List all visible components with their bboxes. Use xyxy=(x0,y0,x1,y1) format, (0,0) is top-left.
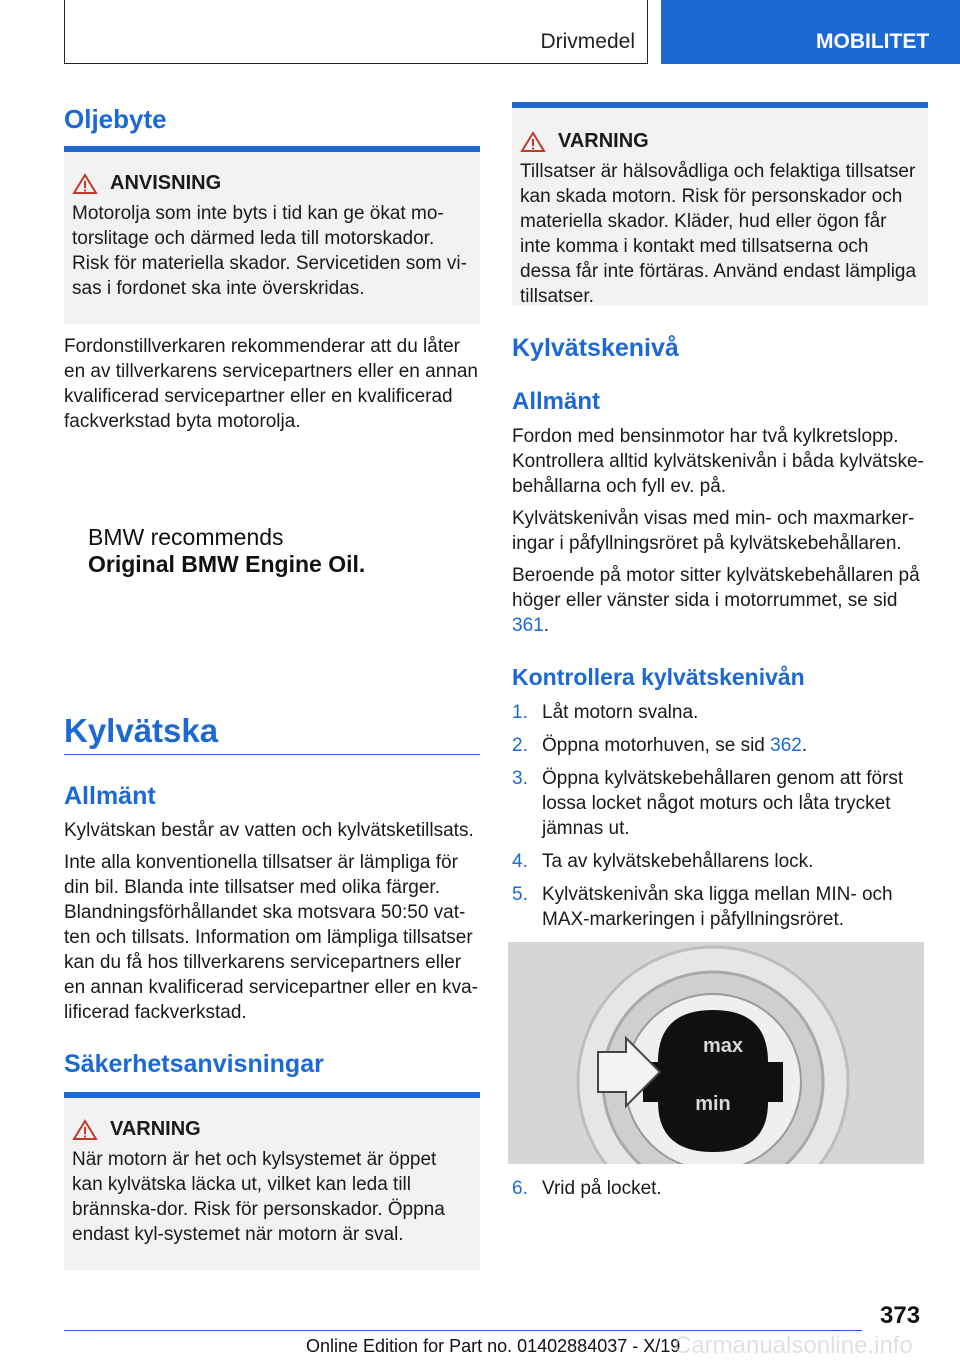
safety-title: Säkerhetsanvisningar xyxy=(64,1050,324,1078)
footer-edition: Online Edition for Part no. 01402884037 - X/19 xyxy=(306,1336,681,1356)
level-p3 xyxy=(512,563,928,638)
coolant-cap-illustration xyxy=(508,942,924,1164)
notice-heading xyxy=(72,172,472,195)
header-tab-label: MOBILITET xyxy=(816,30,930,53)
header-tab-mobilitet[interactable] xyxy=(661,0,960,64)
list-item xyxy=(512,849,928,874)
footer-rule xyxy=(64,1330,862,1331)
coolant-body xyxy=(64,818,480,1032)
step-text: Ta av kylvätskebehållarens lock. xyxy=(542,851,814,872)
warning-triangle-icon xyxy=(72,173,98,195)
check-steps-list xyxy=(512,700,928,940)
page-link-362[interactable]: 362 xyxy=(770,735,802,756)
oil-change-paragraph: Fordonstillverkaren rekommenderar att du låter en av tillverkarens servicepartners eller en annan kvalificerad servicepartner eller en kvalificerad fackverkstad byta motorolja. xyxy=(64,336,478,432)
ad-line-1: BMW recommends xyxy=(88,524,284,550)
safety-warning-text: När motorn är het och kylsystemet är öppet kan kylvätska läcka ut, vilket kan leda till brännska-dor. Risk för personskador. Öppna endast kyl-systemet när motorn är sval. xyxy=(72,1149,445,1245)
check-level-title: Kontrollera kylvätskenivån xyxy=(512,664,805,690)
step-text: Vrid på locket. xyxy=(542,1178,662,1199)
min-label: min xyxy=(695,1093,731,1115)
coolant-p2: Inte alla konventionella tillsatser är lämpliga för din bil. Blanda inte tillsatser med olika färger. Blandningsförhållandet ska motsvara 50:50 vat-ten och tillsats. Information om lämpliga tillsatser kan du få hos tillverkarens servicepartners eller en annan kvalificerad servicepartner eller en kva-lificerad fackverkstad. xyxy=(64,852,478,1023)
step-text: Låt motorn svalna. xyxy=(542,702,699,723)
step-text-part: Öppna motorhuven, se sid xyxy=(542,735,771,756)
level-p3-end: . xyxy=(543,615,549,636)
list-item xyxy=(512,766,928,841)
step-6 xyxy=(512,1176,928,1201)
header-section-box xyxy=(64,0,648,64)
additive-warning-label: VARNING xyxy=(558,130,649,152)
header-section-title: Drivmedel xyxy=(540,30,635,53)
additive-warning-text: Tillsatser är hälsovådliga och felaktiga tillsatser kan skada motorn. Risk för personskador och materiella skador. Kläder, hud eller ögon får inte komma i kontakt med tillsatserna och dessa får inte förtäras. Använd endast lämpliga tillsatser. xyxy=(520,161,917,307)
list-item xyxy=(512,882,928,932)
level-body xyxy=(512,424,928,645)
coolant-title: Kylvätska xyxy=(64,712,219,749)
level-p3-text: Beroende på motor sitter kylvätskebehållaren på höger eller vänster sida i motorrummet, se sid xyxy=(512,565,920,611)
safety-warning-box xyxy=(64,1098,480,1270)
notice-box xyxy=(64,152,480,324)
ad-line-2: Original BMW Engine Oil. xyxy=(88,551,366,577)
watermark-logo: Carmanualsonline.info xyxy=(674,1332,913,1359)
coolant-level-title: Kylvätskenivå xyxy=(512,334,679,362)
page-link-361[interactable]: 361 xyxy=(512,615,544,636)
step-text-end: . xyxy=(801,735,808,756)
list-item xyxy=(512,700,928,725)
oil-change-title: Oljebyte xyxy=(64,104,167,134)
step-number: 5. xyxy=(512,884,528,905)
additive-warning-box xyxy=(512,108,928,306)
step-text: Öppna kylvätskebehållaren genom att först lossa locket något moturs och låta trycket jämnas ut. xyxy=(542,768,904,839)
max-label: max xyxy=(702,1035,744,1057)
additive-warning-heading xyxy=(520,130,920,153)
step-number: 3. xyxy=(512,768,528,789)
coolant-general-title: Allmänt xyxy=(64,782,156,810)
step-text: Kylvätskenivån ska ligga mellan MIN- och MAX-markeringen i påfyllningsröret. xyxy=(542,884,893,930)
level-p1: Fordon med bensinmotor har två kylkretslopp. Kontrollera alltid kylvätskenivån i båda kylvätske-behållarna och fyll ev. på. xyxy=(512,426,924,497)
list-item xyxy=(512,733,928,758)
step-text xyxy=(542,733,807,758)
safety-warning-heading xyxy=(72,1118,472,1141)
notice-text: Motorolja som inte byts i tid kan ge ökat mo-torslitage och därmed leda till motorskador. Risk för materiella skador. Servicetiden som vi-sas i fordonet ska inte överskridas. xyxy=(72,203,467,299)
step-number: 1. xyxy=(512,702,528,723)
bmw-oil-ad xyxy=(88,524,365,578)
page-number: 373 xyxy=(880,1302,921,1329)
coolant-cap-image xyxy=(508,942,924,1164)
safety-warning-label: VARNING xyxy=(110,1118,201,1140)
step-number: 4. xyxy=(512,851,528,872)
step-number: 6. xyxy=(512,1178,528,1199)
coolant-rule xyxy=(64,754,480,755)
level-p2: Kylvätskenivån visas med min- och maxmarker-ingar i påfyllningsröret på kylvätskebehållaren. xyxy=(512,508,915,554)
warning-triangle-icon xyxy=(72,1119,98,1141)
coolant-p1: Kylvätskan består av vatten och kylvätsketillsats. xyxy=(64,820,474,841)
notice-label: ANVISNING xyxy=(110,172,222,194)
step-number: 2. xyxy=(512,735,528,756)
warning-triangle-icon xyxy=(520,131,546,153)
level-general-title: Allmänt xyxy=(512,388,601,415)
